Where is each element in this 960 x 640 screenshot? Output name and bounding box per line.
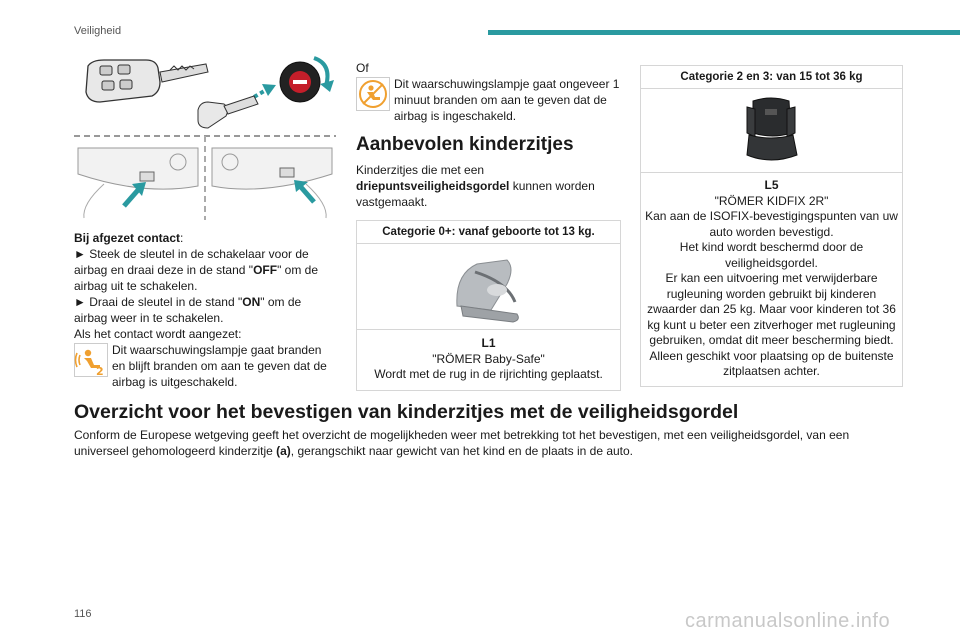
- overview-text: Conform de Europese wetgeving geeft het overzicht de mogelijkheden weer met betrekking tot het bevestigen, met een veiligheidsgordel, van een universeel gehomologeerd kinderzitje: [74, 428, 850, 458]
- overview-heading: Overzicht voor het bevestigen van kinderzitjes met de veiligheidsgordel: [74, 401, 739, 423]
- seat-box-description: [641, 173, 902, 386]
- airbag-off-warning-text: Dit waarschuwingslampje gaat branden en blijft branden om aan te geven dat de airbag is uitgeschakeld.: [112, 343, 327, 389]
- header-accent-bar: [488, 30, 960, 35]
- airbag-instructions: [74, 230, 336, 390]
- seat-box-heading: Categorie 2 en 3: van 15 tot 36 kg: [641, 66, 902, 89]
- recommended-seats-intro: [356, 162, 621, 210]
- left-column: [74, 52, 336, 390]
- instruction-step-2: [74, 294, 336, 326]
- step1-off-value: OFF: [253, 263, 278, 277]
- right-column: [640, 65, 903, 387]
- airbag-on-warning-text: Dit waarschuwingslampje gaat ongeveer 1 minuut branden om aan te geven dat de airbag is ingeschakeld.: [394, 77, 620, 123]
- airbag-on-warning-icon: [356, 77, 390, 111]
- recommended-seats-heading: Aanbevolen kinderzitjes: [356, 134, 574, 155]
- or-line: Of: [356, 61, 369, 75]
- seat-code: L5: [764, 178, 779, 192]
- seat-box-category-0: [356, 220, 621, 391]
- intro-text-end: kunnen worden vastgemaakt.: [356, 179, 595, 209]
- overview-footnote-ref: (a): [276, 444, 291, 458]
- step1-text-end: " om de airbag uit te schakelen.: [74, 263, 319, 293]
- overview-paragraph: [74, 427, 894, 459]
- seat-mounting-info: Kan aan de ISOFIX-bevestigingspunten van uw auto worden bevestigd. Het kind wordt beschermd door de veiligheidsgordel. Er kan een uitvoering met verwijderbare rugleuning worden gebruikt bij kinderen zwaarder dan 25 kg. Maar voor kinderen tot 36 kg kunt u beter een zitverhoger met rugleuning gebruiken, omdat dit meer bescherming biedt. Alleen geschikt voor plaatsing op de buitenste zitplaatsen achter.: [645, 209, 898, 378]
- seat-code: L1: [481, 336, 496, 350]
- seat-box-category-2-3: [640, 65, 903, 387]
- seat-box-description: [357, 330, 620, 390]
- header-section-title: Veiligheid: [74, 25, 122, 37]
- overview-text-end: , gerangschikt naar gewicht van het kind en de plaats in de auto.: [290, 444, 634, 458]
- watermark-text: carmanualsonline.info: [685, 610, 891, 632]
- contact-off-label: Bij afgezet contact: [74, 231, 181, 245]
- seat-model-name: "RÖMER Baby-Safe": [432, 351, 545, 366]
- dashboard-illustration: [74, 134, 336, 222]
- step2-text: ► Draai de sleutel in de stand ": [74, 295, 243, 309]
- step1-text: ► Steek de sleutel in de schakelaar voor de airbag en draai deze in de stand ": [74, 247, 309, 277]
- step2-text-end: " om de airbag weer in te schakelen.: [74, 295, 302, 325]
- intro-text: Kinderzitjes die met een: [356, 163, 485, 177]
- step2-on-value: ON: [242, 295, 261, 309]
- booster-seat-image: [641, 89, 902, 173]
- seat-model-name: "RÖMER KIDFIX 2R": [714, 193, 829, 208]
- contact-off-colon: :: [180, 231, 184, 245]
- airbag-off-warning-icon: [74, 343, 108, 377]
- contact-off-line: [74, 230, 336, 246]
- seat-box-heading: Categorie 0+: vanaf geboorte tot 13 kg.: [357, 221, 620, 244]
- intro-belt-term: driepuntsveiligheidsgordel: [356, 179, 510, 193]
- baby-seat-image: [357, 244, 620, 330]
- airbag-off-warning: [74, 342, 336, 390]
- page-number: 116: [74, 608, 92, 620]
- key-airbag-switch-illustration: [74, 52, 336, 132]
- seat-mounting-info: Wordt met de rug in de rijrichting geplaatst.: [374, 367, 603, 381]
- svg-text:2: 2: [96, 365, 104, 377]
- contact-on-line: Als het contact wordt aangezet:: [74, 327, 242, 341]
- instruction-step-1: [74, 246, 336, 294]
- middle-column: [356, 60, 621, 391]
- airbag-on-warning: [356, 76, 621, 124]
